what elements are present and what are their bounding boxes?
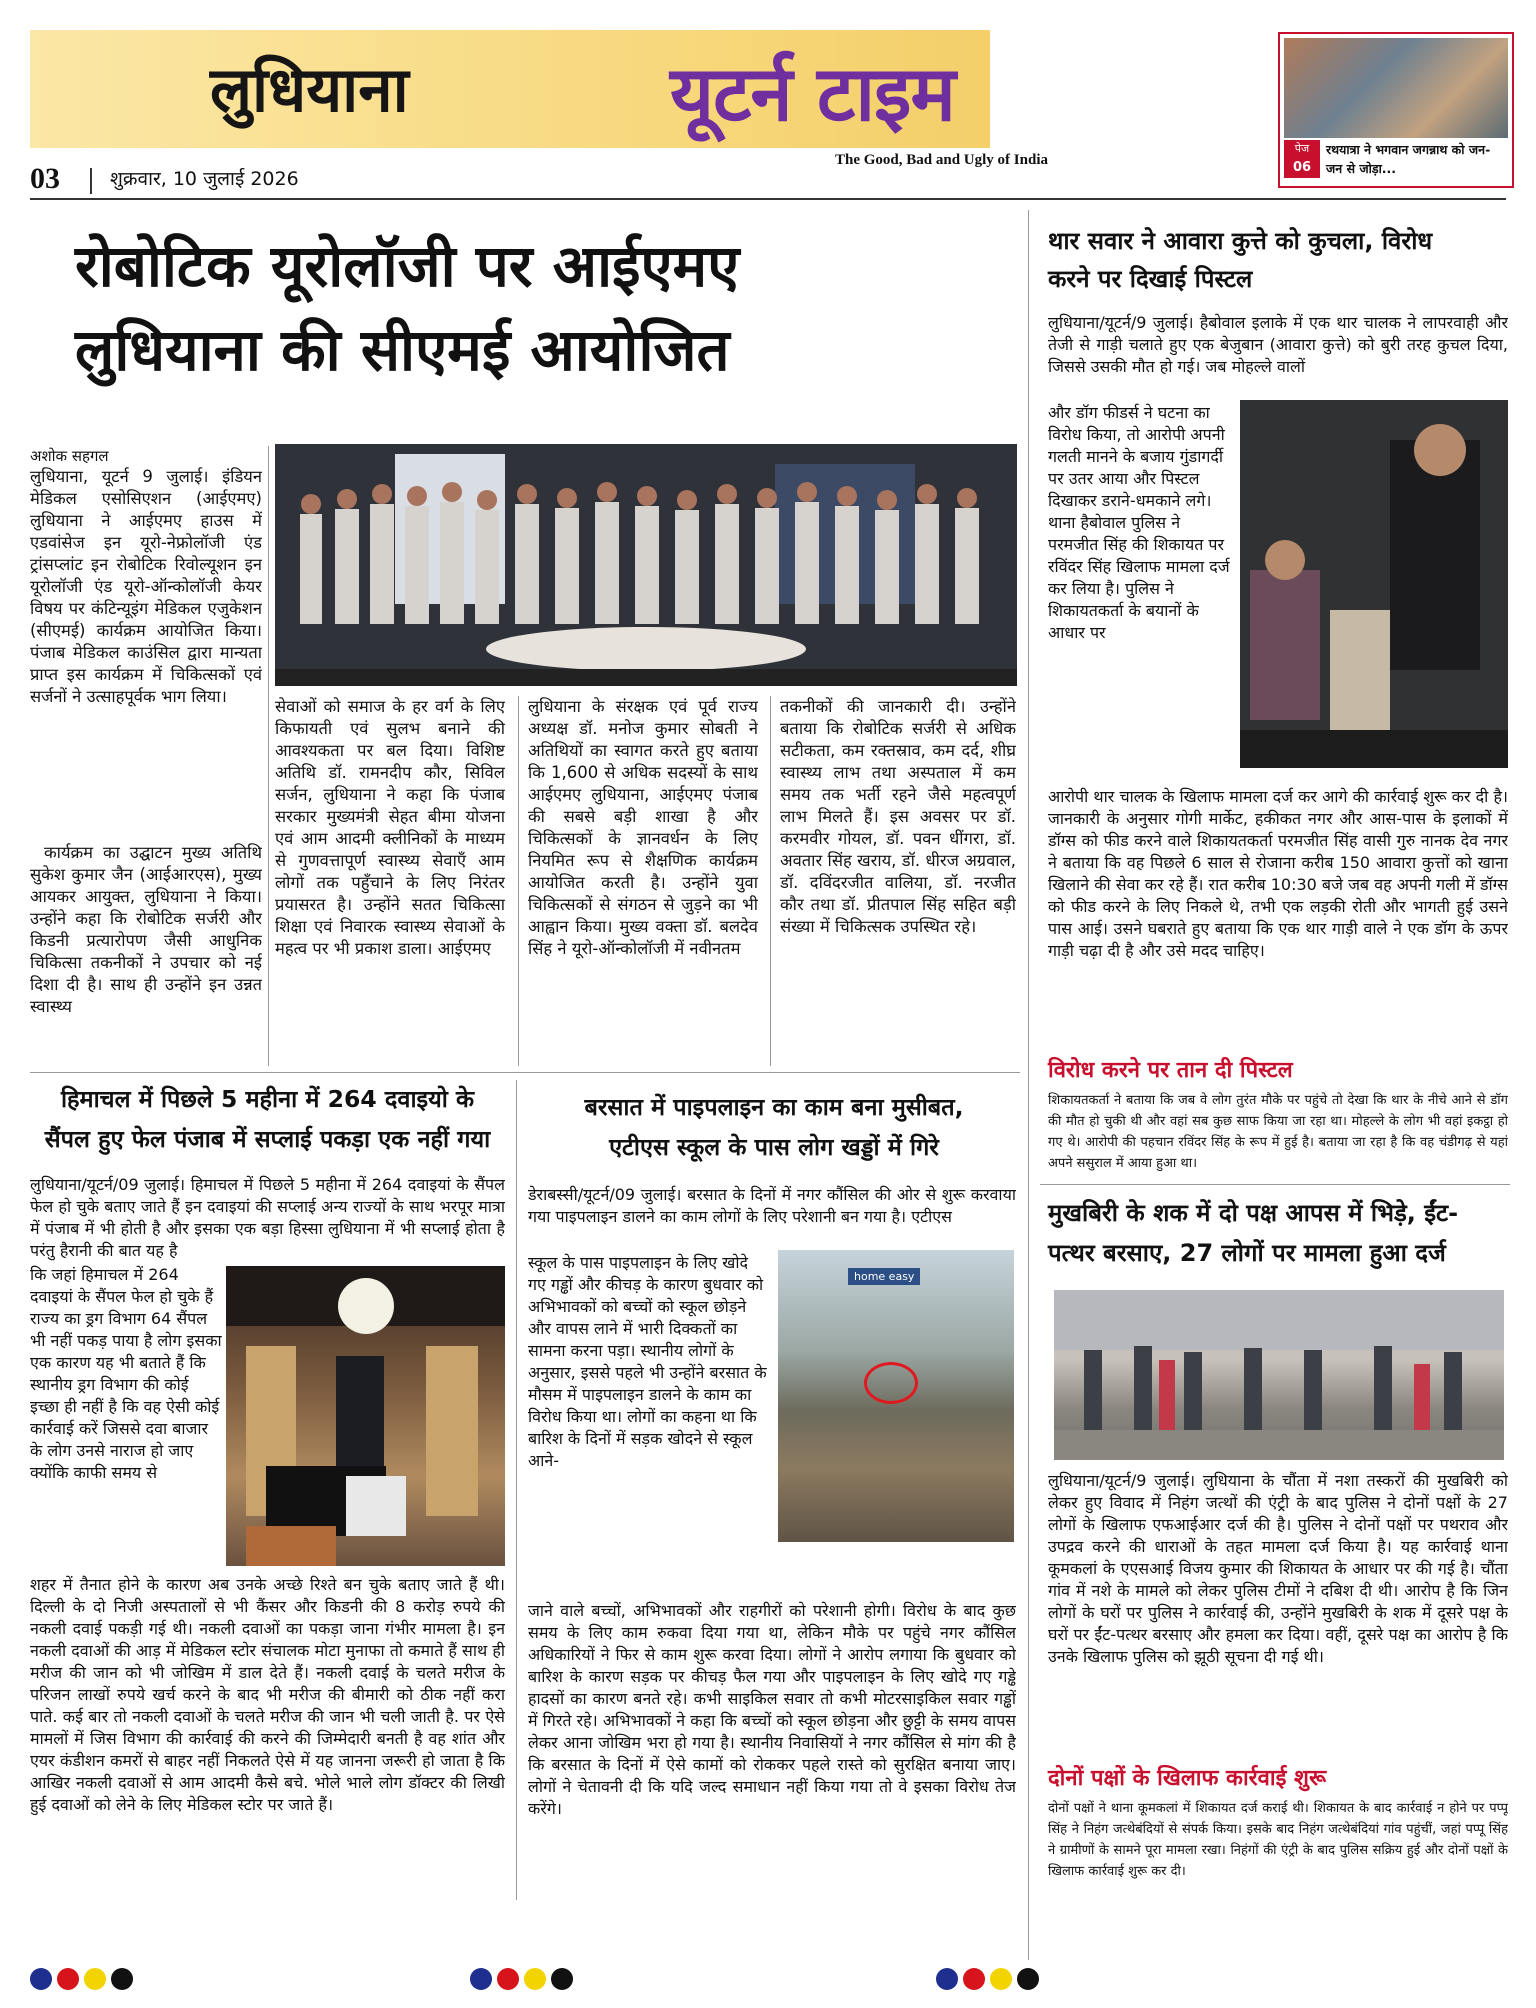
main-col1-bottom: कार्यक्रम का उद्घाटन मुख्य अतिथि सुकेश कुमार जैन (आईआरएस), मुख्य आयकर आयुक्त, लुधियाना ने किया। उन्होंने कहा कि रोबोटिक सर्जरी और किडनी प्रत्यारोपण जैसी आधुनिक चिकित्सा तकनीकों ने उपचार को नई दिशा दी है। साथ ही उन्होंने इन उन्नत स्वास्थ्य (30, 843, 262, 1016)
clash-headline-line2: पत्थर बरसाए, 27 लोगों पर मामला हुआ दर्ज (1048, 1239, 1446, 1267)
clash-photo (1054, 1290, 1504, 1460)
main-col-rule-2 (518, 696, 519, 1066)
promo-page-label: पेज (1284, 140, 1320, 158)
pipeline-side: स्कूल के पास पाइपलाइन के लिए खोदे गए गड्ढों और कीचड़ के कारण बुधवार को अभिभावकों को बच्चों को स्कूल छोड़ने और वापस लाने में भारी दिक्कतों का सामना करना पड़ा। स्थानीय लोगों के अनुसार, इससे पहले भी उन्होंने बरसात के मौसम में पाइपलाइन डालने के काम का विरोध किया था। लोगों का कहना था कि बारिश के दिनों में सड़क खोदने से स्कूल आने- (528, 1253, 767, 1470)
main-byline: अशोक सहगल (30, 447, 109, 465)
main-headline-line1: रोबोटिक यूरोलॉजी पर आईएमए (75, 232, 740, 300)
main-col-rule-3 (770, 696, 771, 1066)
main-group-photo (275, 444, 1017, 686)
dot-yellow (84, 1968, 106, 1990)
main-col2: सेवाओं को समाज के हर वर्ग के लिए किफायती एवं सुलभ बनाने की आवश्यकता पर बल दिया। विशिष्ट अतिथि डॉ. रामनदीप कौर, सिविल सर्जन, लुधियाना ने कहा कि पंजाब सरकार मुख्यमंत्री सेहत बीमा योजना एवं आम आदमी क्लीनिकों के माध्यम से गुणवत्तापूर्ण स्वास्थ्य सेवाएँ आम लोगों तक पहुँचाने के लिए निरंतर प्रयासरत है। उन्होंने सतत चिकित्सा शिक्षा एवं निवारक स्वास्थ्य सेवाओं के महत्व पर भी प्रकाश डाला। आईएमए (275, 697, 505, 958)
clash-headline-line1: मुखबिरी के शक में दो पक्ष आपस में भिड़े, ईंट- (1048, 1199, 1459, 1227)
right-rule (1040, 1184, 1510, 1185)
dot-blue (30, 1968, 52, 1990)
promo-box[interactable] (1278, 32, 1514, 188)
pipeline-photo-sign: home easy (848, 1268, 920, 1285)
main-headline-line2: लुधियाना की सीएमई आयोजित (75, 316, 730, 384)
pipeline-flood-photo (778, 1250, 1014, 1542)
thar-bottom: आरोपी थार चालक के खिलाफ मामला दर्ज कर आगे की कार्रवाई शुरू कर दी है। जानकारी के अनुसार गोगी मार्केट, हकीकत नगर और आस-पास के इलाकों में डॉग्स को फीड करने वाले शिकायतकर्ता परमजीत सिंह वासी गुरु नानक देव नगर ने बताया कि वह पिछले 6 साल से रोजाना करीब 150 आवारा कुत्तों को खाना खिलाने की सेवा कर रहे हैं। रात करीब 10:30 बजे जब वह अपनी गली में डॉग्स को फीड करने के लिए निकले थे, तभी एक लड़की रोती और भागती हुई उसने पास आई। उसने घबराते हुए बताया कि एक थार गाड़ी वाले ने एक डॉग के ऊपर गाड़ी चढ़ा दी है और उसे मदद चाहिए। (1048, 787, 1508, 960)
pipeline-headline-line1: बरसात में पाइपलाइन का काम बना मुसीबत, (584, 1093, 964, 1121)
thar-subtext: शिकायतकर्ता ने बताया कि जब वे लोग तुरंत मौके पर पहुंचे तो देखा कि थार के नीचे आने से डॉग की मौत हो चुकी थी और वहां सब कुछ साफ किया जा रहा था। मोहल्ले के लोग भी वहां इकट्ठा हो गए थे। आरोपी की पहचान रविंदर सिंह के रूप में हुई है। बताया जा रहा है कि वह चंडीगढ़ से यहां अपने ससुराल में आया हुआ था। (1048, 1093, 1508, 1171)
masthead-city: लुधियाना (210, 53, 409, 126)
dot-black (1017, 1968, 1039, 1990)
pipeline-photo-circle (864, 1362, 918, 1404)
thar-headline-line2: करने पर दिखाई पिस्टल (1048, 265, 1253, 293)
main-col-rule-1 (268, 446, 269, 1066)
dot-black (551, 1968, 573, 1990)
main-col4: तकनीकों की जानकारी दी। उन्होंने बताया कि रोबोटिक सर्जरी से अधिक सटीकता, कम रक्तस्राव, कम दर्द, शीघ्र स्वास्थ्य लाभ तथा अस्पताल में कम समय तक भर्ती रहने जैसे महत्वपूर्ण लाभ मिलते हैं। इस अवसर पर डॉ. करमवीर गोयल, डॉ. पवन धींगरा, डॉ. अवतार सिंह खराय, डॉ. धीरज अग्रवाल, डॉ. दविंदरजीत वालिया, डॉ. नरजीत कौर तथा डॉ. प्रीतपाल सिंह सहित बड़ी संख्या में चिकित्सक उपस्थित रहे। (780, 697, 1016, 936)
clash-text: लुधियाना/यूटर्न/9 जुलाई। लुधियाना के चौंता में नशा तस्करों की मुखबिरी को लेकर हुए विवाद में निहंग जत्थों की एंट्री के बाद पुलिस ने दोनों पक्षों के 27 लोगों के खिलाफ एफआईआर दर्ज की है। पुलिस ने दोनों पक्षों पर पथराव और उपद्रव करने की धाराओं के तहत मामला दर्ज किया है। यह कार्रवाई थाना कूमकलां के एएसआई विजय कुमार की शिकायत के आधार पर की गई है। चौंता गांव में नशे के मामले को लेकर पुलिस टीमों ने दबिश दी थी। आरोप है कि जिन लोगों के घरों पर पुलिस ने कार्रवाई की, उन्होंने मुखबिरी के शक में दूसरे पक्ष के घरों पर ईंट-पत्थर बरसाए और हमला कर दिया। वहीं, दूसरे पक्ष का आरोप है कि उनके खिलाफ पुलिस को झूठी सूचना दी गई थी। (1048, 1471, 1508, 1666)
thar-photo-figures (1240, 400, 1508, 768)
himachal-lead: लुधियाना/यूटर्न/09 जुलाई। हिमाचल में पिछले 5 महीना में 264 दवाइयां के सैंपल फेल हो चुके बताए जाते हैं इन दवाइयां की सप्लाई अन्य राज्यों के साथ भरपूर मात्रा में पंजाब में भी होती है और इसका एक बड़ा हिस्सा लुधियाना में भी सप्लाई होता है परंतु हैरानी की बात यह है (30, 1175, 505, 1260)
dot-yellow (990, 1968, 1012, 1990)
footer-color-dots-center (470, 1968, 578, 1994)
promo-photo (1284, 38, 1508, 138)
clash-subhead: दोनों पक्षों के खिलाफ कार्रवाई शुरू (1048, 1766, 1327, 1791)
dot-red (497, 1968, 519, 1990)
masthead-title: यूटर्न टाइम (670, 49, 955, 138)
dot-red (963, 1968, 985, 1990)
promo-page-number: 06 (1284, 158, 1320, 178)
clash-photo-figures (1054, 1290, 1504, 1460)
dot-blue (470, 1968, 492, 1990)
pipeline-headline-line2: एटीएस स्कूल के पास लोग खड्डों में गिरे (609, 1133, 939, 1161)
group-photo-figures (275, 444, 1017, 686)
dot-black (111, 1968, 133, 1990)
himachal-police-photo (226, 1266, 505, 1566)
promo-headline: रथयात्रा ने भगवान जगन्नाथ को जन-जन से जोड़ा... (1326, 142, 1491, 176)
himachal-photo-figures (226, 1266, 505, 1566)
himachal-side: कि जहां हिमाचल में 264 दवाइयां के सैंपल फेल हो चुके हैं राज्य का ड्रग विभाग 64 सैंपल भी नहीं पकड़ पाया है लोग इसका एक कारण यह भी बताते हैं कि स्थानीय ड्रग विभाग की कोई इच्छा ही नहीं है कि वह ऐसी कोई कार्रवाई करें जिससे दवा बाजार के लोग उनसे नाराज हो जाए क्योंकि काफी समय से (30, 1265, 222, 1482)
masthead-rule (30, 198, 1506, 200)
thar-photo (1240, 400, 1508, 768)
page-number: 03 (30, 162, 60, 195)
footer-color-dots-right (936, 1968, 1044, 1994)
footer-color-dots-left (30, 1968, 138, 1994)
himachal-headline-line1: हिमाचल में पिछले 5 महीना में 264 दवाइयो के (60, 1085, 475, 1113)
dot-blue (936, 1968, 958, 1990)
thar-subhead: विरोध करने पर तान दी पिस्टल (1048, 1058, 1293, 1083)
issue-date: शुक्रवार, 10 जुलाई 2026 (110, 168, 299, 190)
thar-lead: लुधियाना/यूटर्न/9 जुलाई। हैबोवाल इलाके में एक थार चालक ने लापरवाही और तेजी से गाड़ी चलाते हुए एक बेजुबान (आवारा कुत्ते) को बुरी तरह कुचल दिया, जिससे उसकी मौत हो गई। जब मोहल्ले वालों (1048, 313, 1508, 376)
clash-subtext: दोनों पक्षों ने थाना कूमकलां में शिकायत दर्ज कराई थी। शिकायत के बाद कार्रवाई न होने पर पप्पू सिंह ने निहंग जत्थेबंदियों से संपर्क किया। इसके बाद निहंग जत्थेबंदियां गांव पहुंचीं, जहां पप्पू सिंह ने ग्रामीणों के सामने पूरा मामला रखा। निहंगों की एंट्री के बाद पुलिस सक्रिय हुई और दोनों पक्षों के खिलाफ कार्रवाई शुरू कर दी। (1048, 1801, 1508, 1879)
dot-red (57, 1968, 79, 1990)
himachal-bottom: शहर में तैनात होने के कारण अब उनके अच्छे रिश्ते बन चुके बताए जाते हैं थी। दिल्ली के दो निजी अस्पतालों से भी कैंसर और किडनी की 8 करोड़ रुपये की नकली दवाई पकड़ी गई थी। नकली दवाओं का पकड़ा जाना गंभीर मामला है। इन नकली दवाओं की आड़ में मेडिकल स्टोर संचालक मोटा मुनाफा तो कमाते हैं साथ ही मरीज की जान को भी जोखिम में डाल देते हैं। नकली दवाई के चलते मरीज के परिजन लाखों रुपये खर्च करने के बाद भी मरीज की बीमारी को ठीक नहीं करा पाते. कई बार तो नकली दवाओं के चलते मरीज की जान भी चली जाती है. पर ऐसे मामलों में जिस विभाग की कार्रवाई की करने की जिम्मेदारी बनती है वह शांत और एयर कंडीशन कमरों से बाहर नहीं निकलते ऐसे में यह जानना जरूरी हो जाता है कि आखिर नकली दवाओं से आम आदमी कैसे बचे. भोले भाले लोग डॉक्टर की लिखी हुई दवाओं को लेने के लिए मेडिकल स्टोर पर जाते हैं। (30, 1575, 505, 1814)
main-col1-top: लुधियाना, यूटर्न 9 जुलाई। इंडियन मेडिकल एसोसिएशन (आईएमए) लुधियाना ने आईएमए हाउस में एडवांसेज इन यूरो-नेफ्रोलॉजी एंड ट्रांसप्लांट इन रोबोटिक रिवोल्यूशन इन यूरोलॉजी एंड यूरो-ऑन्कोलॉजी केयर विषय पर कंटिन्यूइंग मेडिकल एजुकेशन (सीएमई) कार्यक्रम आयोजित किया। पंजाब मेडिकल काउंसिल द्वारा मान्यता प्राप्त इस कार्यक्रम में चिकित्सकों एवं सर्जनों ने उत्साहपूर्वक भाग लिया। (30, 467, 262, 706)
pipeline-bottom: जाने वाले बच्चों, अभिभावकों और राहगीरों को परेशानी होगी। विरोध के बाद कुछ समय के लिए काम रुकवा दिया गया था, लेकिन मौके पर पहुंचे नगर कौंसिल अधिकारियों ने फिर से काम शुरू करवा दिया। लोगों ने आरोप लगाया कि बुधवार को बारिश के कारण सड़क पर कीचड़ फैल गया और पाइपलाइन के लिए खोदे गए गड्ढे हादसों का कारण बनते रहे। कभी साइकिल सवार तो कभी मोटरसाइकिल सवार गड्ढों में गिरते रहे। अभिभावकों ने कहा कि बच्चों को स्कूल छोड़ना और छुट्टी के समय वापस लेकर आना जोखिम भरा हो गया है। स्थानीय निवासियों ने नगर कौंसिल से मांग की है कि बरसात के दिनों में ऐसे कामों को रोककर पहले रास्ते को सुरक्षित बनाया जाए। लोगों ने चेतावनी दी कि यदि जल्द समाधान नहीं किया गया तो वे इसका विरोध तेज करेंगे। (528, 1601, 1016, 1818)
thar-headline-line1: थार सवार ने आवारा कुत्ते को कुचला, विरोध (1048, 227, 1433, 255)
dot-yellow (524, 1968, 546, 1990)
main-col3: लुधियाना के संरक्षक एवं पूर्व राज्य अध्यक्ष डॉ. मनोज कुमार सोबती ने अतिथियों का स्वागत करते हुए बताया कि 1,600 से अधिक सदस्यों के साथ आईएमए लुधियाना, आईएमए पंजाब की सबसे बड़ी शाखा है और चिकित्सकों के ज्ञानवर्धन के लिए नियमित रूप से शैक्षणिक कार्यक्रम आयोजित करती है। उन्होंने युवा चिकित्सकों से संगठन से जुड़ने का भी आह्वान किया। मुख्य वक्ता डॉ. बलदेव सिंह ने यूरो-ऑन्कोलॉजी में नवीनतम (528, 697, 758, 958)
himachal-headline-line2: सैंपल हुए फेल पंजाब में सप्लाई पकड़ा एक नहीं गया (44, 1125, 491, 1153)
thar-side: और डॉग फीडर्स ने घटना का विरोध किया, तो आरोपी अपनी गलती मानने के बजाय गुंडागर्दी पर उतर आया और पिस्टल दिखाकर डराने-धमकाने लगे। थाना हैबोवाल पुलिस ने परमजीत सिंह की शिकायत पर रविंदर सिंह खिलाफ मामला दर्ज कर लिया है। पुलिस ने शिकायतकर्ता के बयानों के आधार पर (1048, 403, 1230, 642)
masthead-tagline: The Good, Bad and Ugly of India (835, 152, 1048, 168)
pipeline-lead: डेराबस्सी/यूटर्न/09 जुलाई। बरसात के दिनों में नगर कौंसिल की ओर से शुरू करवाया गया पाइपलाइन डालने का काम लोगों के लिए परेशानी बन गया है। एटीएस (528, 1185, 1016, 1226)
column-divider (1028, 210, 1029, 1960)
mid-column-rule (516, 1080, 517, 1900)
main-bottom-rule (30, 1072, 1020, 1073)
page-number-divider (90, 168, 92, 194)
